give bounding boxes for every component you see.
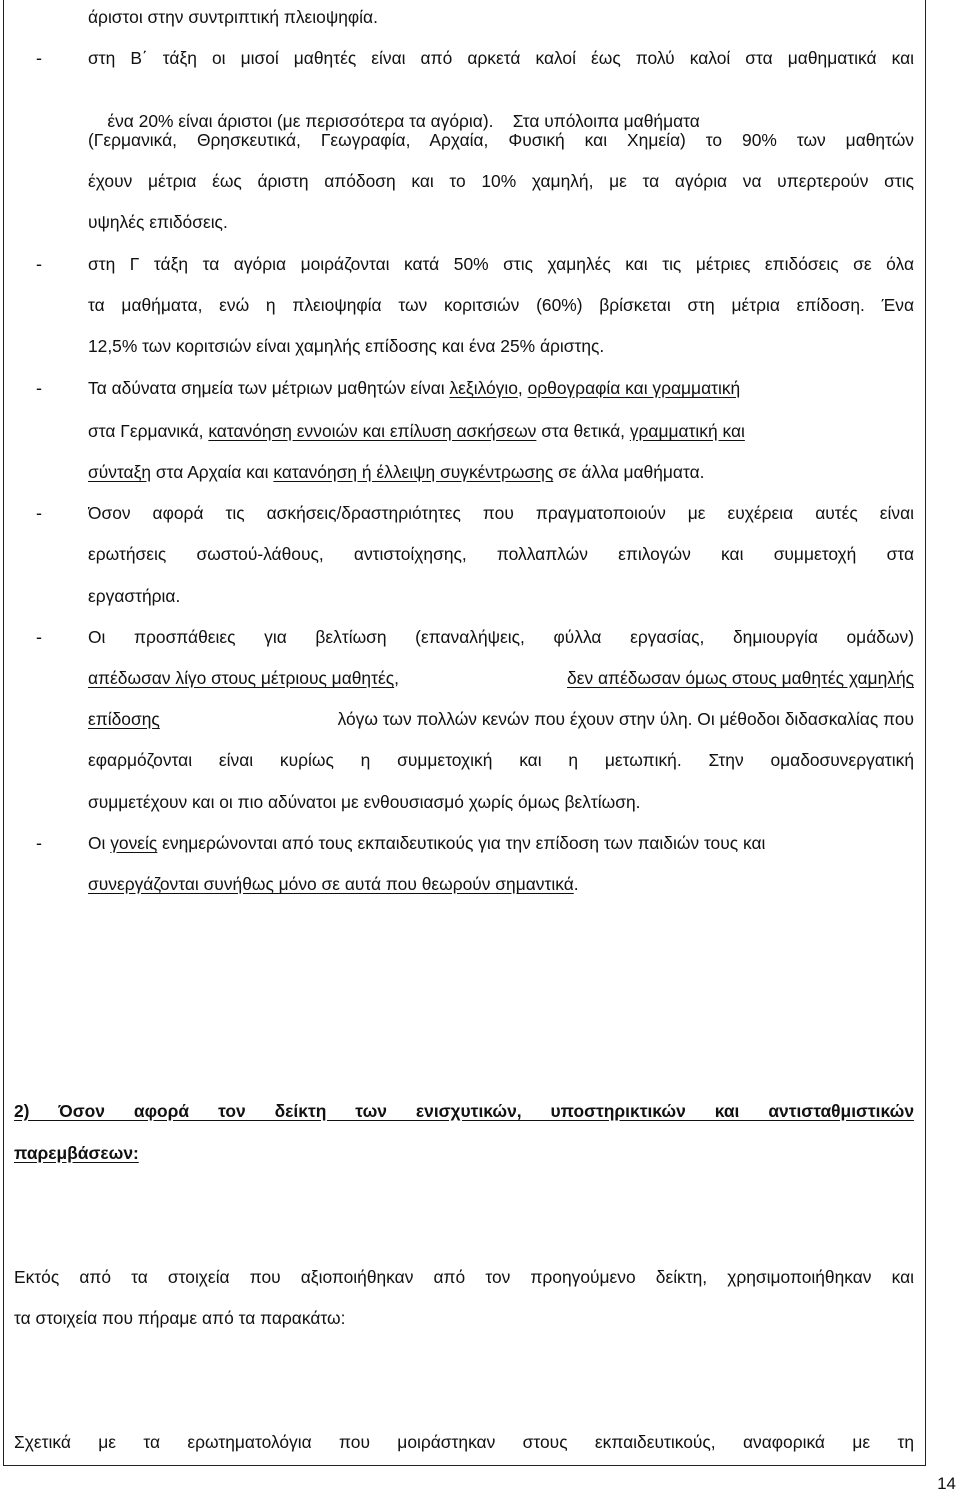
text-line: (Γερμανικά, Θρησκευτικά, Γεωγραφία, Αρχαία, Φυσική και Χημεία) το 90% των μαθητών xyxy=(88,130,914,150)
underlined-phrase: λεξιλόγιο xyxy=(449,378,518,398)
text-line: Όσον αφορά τις ασκήσεις/δραστηριότητες που πραγματοποιούν με ευχέρεια αυτές είναι xyxy=(88,503,914,523)
text-span: λόγω των πολλών κενών που έχουν στην ύλη. Οι μέθοδοι διδασκαλίας που xyxy=(337,709,914,729)
text-span: , xyxy=(517,378,528,398)
text-line xyxy=(88,377,740,399)
text-line: 12,5% των κοριτσιών είναι χαμηλής επίδοσης και ένα 25% άριστης. xyxy=(88,336,605,356)
text-span: . xyxy=(573,874,579,894)
page-number: 14 xyxy=(937,1474,956,1493)
text-group xyxy=(88,667,399,689)
text-line: υψηλές επιδόσεις. xyxy=(88,212,228,232)
underlined-phrase: ορθογραφία και γραμματική xyxy=(527,378,741,398)
text-line: Οι προσπάθειες για βελτίωση (επαναλήψεις, φύλλα εργασίας, δημιουργία ομάδων) xyxy=(88,627,914,647)
text-line: ερωτήσεις σωστού-λάθους, αντιστοίχησης, πολλαπλών επιλογών και συμμετοχή στα xyxy=(88,544,914,564)
section-heading: παρεμβάσεων: xyxy=(14,1143,139,1163)
bullet-dash: - xyxy=(36,48,42,68)
underlined-phrase: συνεργάζονται συνήθως μόνο σε αυτά που θεωρούν σημαντικά xyxy=(88,874,574,894)
underlined-phrase: επίδοσης xyxy=(88,709,160,729)
text-span: σε άλλα μαθήματα. xyxy=(553,462,705,482)
text-line: συμμετέχουν και οι πιο αδύνατοι με ενθουσιασμό χωρίς όμως βελτίωση. xyxy=(88,792,641,812)
underlined-phrase: γονείς xyxy=(110,833,158,853)
text-span: Τα αδύνατα σημεία των μέτριων μαθητών είναι xyxy=(88,378,450,398)
text-line: άριστοι στην συντριπτική πλειοψηφία. xyxy=(88,7,378,27)
text-line: εργαστήρια. xyxy=(88,586,181,606)
underlined-phrase: σύνταξη xyxy=(88,462,152,482)
text-line xyxy=(88,420,745,442)
text-line xyxy=(88,873,579,895)
text-line: Εκτός από τα στοιχεία που αξιοποιήθηκαν από τον προηγούμενο δείκτη, χρησιμοποιήθηκαν και xyxy=(14,1267,914,1287)
text-line: τα μαθήματα, ενώ η πλειοψηφία των κοριτσιών (60%) βρίσκεται στη μέτρια επίδοση. Ένα xyxy=(88,295,914,315)
text-line: έχουν μέτρια έως άριστη απόδοση και το 10% χαμηλή, με τα αγόρια να υπερτερούν στις xyxy=(88,171,914,191)
text-span: στα Γερμανικά, xyxy=(88,421,209,441)
text-line: στη Β΄ τάξη οι μισοί μαθητές είναι από αρκετά καλοί έως πολύ καλοί στα μαθηματικά και xyxy=(88,48,914,68)
text-span: Οι xyxy=(88,833,111,853)
underlined-phrase: δεν απέδωσαν όμως στους μαθητές χαμηλής xyxy=(567,668,914,688)
bullet-dash: - xyxy=(36,833,42,853)
bullet-dash: - xyxy=(36,627,42,647)
section-heading: 2) Όσον αφορά τον δείκτη των ενισχυτικών, υποστηρικτικών και αντισταθμιστικών xyxy=(14,1101,914,1121)
text-line: στη Γ τάξη τα αγόρια μοιράζονται κατά 50% στις χαμηλές και τις μέτριες επιδόσεις σε όλα xyxy=(88,254,914,274)
underlined-phrase: απέδωσαν λίγο στους μέτριους μαθητές xyxy=(88,668,395,688)
text-span: , xyxy=(394,668,399,688)
text-line xyxy=(88,708,914,730)
text-line xyxy=(88,461,704,483)
text-span: στα θετικά, xyxy=(536,421,630,441)
underlined-phrase: κατανόηση εννοιών και επίλυση ασκήσεων xyxy=(208,421,537,441)
text-line: τα στοιχεία που πήραμε από τα παρακάτω: xyxy=(14,1308,346,1328)
bullet-dash: - xyxy=(36,254,42,274)
underlined-phrase: γραμματική και xyxy=(629,421,745,441)
text-span: ενημερώνονται από τους εκπαιδευτικούς για την επίδοση των παιδιών τους και xyxy=(157,833,766,853)
text-line: Σχετικά με τα ερωτηματολόγια που μοιράστηκαν στους εκπαιδευτικούς, αναφορικά με τη xyxy=(14,1432,914,1452)
text-line: εφαρμόζονται είναι κυρίως η συμμετοχική και η μετωπική. Στην ομαδοσυνεργατική xyxy=(88,750,914,770)
bullet-dash: - xyxy=(36,503,42,523)
bullet-dash: - xyxy=(36,378,42,398)
underlined-phrase: κατανόηση ή έλλειψη συγκέντρωσης xyxy=(273,462,554,482)
text-line xyxy=(88,667,914,689)
text-line xyxy=(88,832,765,854)
text-span: ένα 20% είναι άριστοι (με περισσότερα τα αγόρια). Στα υπόλοιπα μαθήματα xyxy=(107,111,700,131)
text-span: στα Αρχαία και xyxy=(151,462,274,482)
